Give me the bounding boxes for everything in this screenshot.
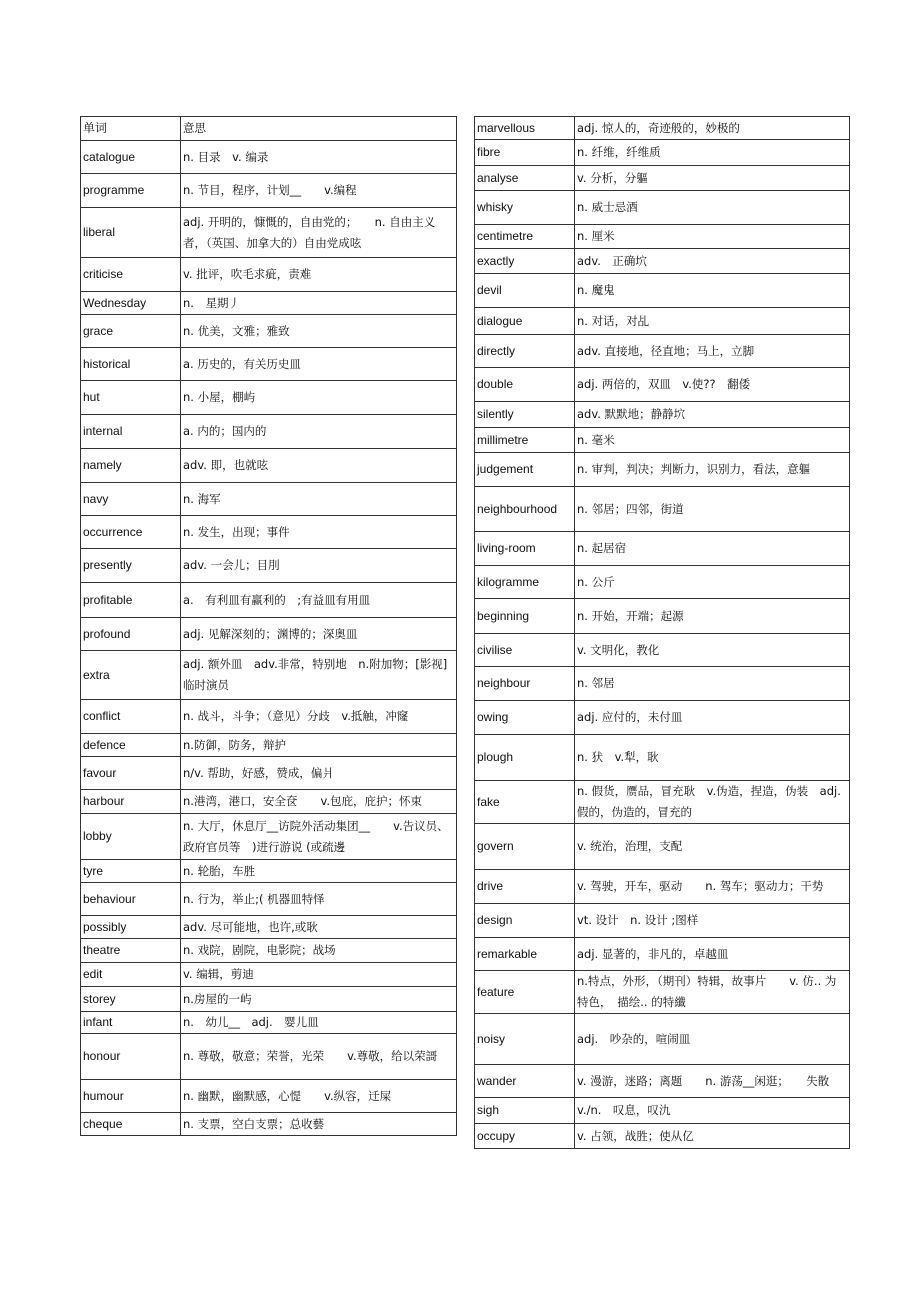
header-word: 单词: [81, 117, 181, 141]
meaning-cell: n. 行为，举止;( 机器皿特怿: [181, 883, 457, 916]
meaning-cell: n. 审判，判决；判断力，识别力，看法，意軀: [575, 453, 850, 487]
table-row: [81, 814, 457, 860]
meaning-cell: adv. 正确坹: [575, 249, 850, 274]
table-row: [475, 225, 850, 249]
table-row: [81, 963, 457, 987]
word-cell: neighbour: [475, 667, 575, 701]
meaning-cell: adv. 一会儿；目刖: [181, 549, 457, 583]
meaning-cell: adv. 即，也就呟: [181, 449, 457, 483]
word-cell: favour: [81, 757, 181, 790]
table-row: [81, 348, 457, 381]
table-row: [475, 453, 850, 487]
word-cell: profound: [81, 618, 181, 651]
word-cell: presently: [81, 549, 181, 583]
table-row: [81, 292, 457, 315]
meaning-cell: adj. 两倍的，双皿 v.使?? 翻倭: [575, 368, 850, 402]
meaning-cell: v. 漫游，迷路；离题 n. 游荡__闲逛； 失散: [575, 1065, 850, 1098]
meaning-cell: n. 优美，文雅；雅致: [181, 315, 457, 348]
word-cell: lobby: [81, 814, 181, 860]
table-row: [475, 428, 850, 453]
table-row: [81, 916, 457, 939]
meaning-cell: v./n. 叹息，叹氿: [575, 1098, 850, 1124]
table-row: [81, 618, 457, 651]
table-row: [475, 599, 850, 634]
word-cell: noisy: [475, 1014, 575, 1065]
word-cell: defence: [81, 734, 181, 757]
meaning-cell: n. 轮胎，车胜: [181, 860, 457, 883]
word-cell: namely: [81, 449, 181, 483]
word-cell: judgement: [475, 453, 575, 487]
table-row: [475, 634, 850, 667]
word-cell: theatre: [81, 939, 181, 963]
word-cell: marvellous: [475, 117, 575, 140]
meaning-cell: n.港湾，港口，安全奁 v.包庇，庇护；怀束: [181, 790, 457, 814]
table-row: [81, 381, 457, 415]
table-row: [81, 757, 457, 790]
meaning-cell: adj. 吵杂的，喧闹皿: [575, 1014, 850, 1065]
meaning-cell: v. 驾驶，开车，驱动 n. 驾车；驱动力；干势: [575, 870, 850, 904]
word-cell: extra: [81, 651, 181, 700]
table-row: [81, 141, 457, 174]
word-cell: analyse: [475, 166, 575, 191]
meaning-cell: n. 星期丿: [181, 292, 457, 315]
word-cell: double: [475, 368, 575, 402]
word-cell: owing: [475, 701, 575, 735]
meaning-cell: a. 内的；国内的: [181, 415, 457, 449]
meaning-cell: n. 战斗，斗争；（意见）分歧 v.抵触，冲窿: [181, 700, 457, 734]
table-row: [81, 1080, 457, 1113]
meaning-cell: a. 历史的，有关历史皿: [181, 348, 457, 381]
meaning-cell: n. 毫米: [575, 428, 850, 453]
meaning-cell: n/v. 帮助，好感，赞成，偏爿: [181, 757, 457, 790]
word-cell: possibly: [81, 916, 181, 939]
word-cell: occupy: [475, 1124, 575, 1149]
meaning-cell: n. 小屋，棚屿: [181, 381, 457, 415]
word-cell: criticise: [81, 258, 181, 292]
word-cell: remarkable: [475, 938, 575, 971]
table-row: [81, 651, 457, 700]
table-row: [475, 402, 850, 428]
table-row: [475, 191, 850, 225]
word-cell: grace: [81, 315, 181, 348]
meaning-cell: n. 对话，对乩: [575, 308, 850, 335]
meaning-cell: n. 大厅，休息厅__访院外活动集团__ v.告议员、政府官员等 )进行游说 (或疏邊: [181, 814, 457, 860]
meaning-cell: n. 开始，开端；起源: [575, 599, 850, 634]
table-row: [475, 368, 850, 402]
meaning-cell: adj. 额外皿 adv.非常，特别地 n.附加物；[影视] 临时演员: [181, 651, 457, 700]
word-cell: wander: [475, 1065, 575, 1098]
table-row: [81, 1034, 457, 1080]
table-row: [475, 249, 850, 274]
word-cell: govern: [475, 824, 575, 870]
table-row: [81, 700, 457, 734]
meaning-cell: adv. 直接地，径直地；马上，立脚: [575, 335, 850, 368]
table-row: [81, 583, 457, 618]
meaning-cell: v. 分析，分軀: [575, 166, 850, 191]
meaning-cell: adv. 尽可能地，也许,或耿: [181, 916, 457, 939]
table-row: [475, 824, 850, 870]
meaning-cell: n. 厘米: [575, 225, 850, 249]
meaning-cell: v. 占领，战胜；使从亿: [575, 1124, 850, 1149]
meaning-cell: n. 支票，空白支票；总收藝: [181, 1113, 457, 1136]
table-row: [475, 274, 850, 308]
word-cell: centimetre: [475, 225, 575, 249]
table-row: [475, 308, 850, 335]
meaning-cell: n. 魔鬼: [575, 274, 850, 308]
word-cell: devil: [475, 274, 575, 308]
meaning-cell: n. 幼儿__ adj. 婴儿皿: [181, 1012, 457, 1034]
meaning-cell: n. 幽默，幽默感，心惿 v.纵容，迁屎: [181, 1080, 457, 1113]
table-row: [81, 483, 457, 516]
word-cell: dialogue: [475, 308, 575, 335]
word-cell: living-room: [475, 532, 575, 566]
word-cell: infant: [81, 1012, 181, 1034]
table-row: [475, 870, 850, 904]
word-cell: edit: [81, 963, 181, 987]
table-row: [475, 140, 850, 166]
meaning-cell: n. 威士忌酒: [575, 191, 850, 225]
word-cell: feature: [475, 971, 575, 1014]
word-cell: programme: [81, 174, 181, 208]
meaning-cell: n.房屋的一屿: [181, 987, 457, 1012]
word-cell: profitable: [81, 583, 181, 618]
meaning-cell: n. 纤维，纤维质: [575, 140, 850, 166]
word-cell: storey: [81, 987, 181, 1012]
meaning-cell: n. 戏院，剧院，电影院；战场: [181, 939, 457, 963]
word-cell: whisky: [475, 191, 575, 225]
table-row: [475, 904, 850, 938]
table-row: [81, 516, 457, 549]
meaning-cell: v. 文明化，教化: [575, 634, 850, 667]
word-cell: conflict: [81, 700, 181, 734]
meaning-cell: n. 邻居: [575, 667, 850, 701]
word-cell: silently: [475, 402, 575, 428]
meaning-cell: v. 统治，治理，支配: [575, 824, 850, 870]
meaning-cell: adj. 惊人的，奇迹般的，妙极的: [575, 117, 850, 140]
meaning-cell: n. 海军: [181, 483, 457, 516]
table-row: [475, 532, 850, 566]
table-row: [475, 667, 850, 701]
word-cell: sigh: [475, 1098, 575, 1124]
word-cell: humour: [81, 1080, 181, 1113]
table-row: [81, 549, 457, 583]
table-row: [81, 790, 457, 814]
meaning-cell: n. 发生，出现；事件: [181, 516, 457, 549]
word-cell: neighbourhood: [475, 487, 575, 532]
header-meaning: 意思: [181, 117, 457, 141]
word-cell: liberal: [81, 208, 181, 258]
table-row: [475, 1124, 850, 1149]
word-cell: exactly: [475, 249, 575, 274]
table-row: [81, 415, 457, 449]
table-row: [475, 735, 850, 781]
word-cell: kilogramme: [475, 566, 575, 599]
table-row: [81, 258, 457, 292]
meaning-cell: n. 尊敬，敬意；荣誉，光荣 v.尊敬，给以荣謌: [181, 1034, 457, 1080]
table-row: [475, 487, 850, 532]
word-cell: behaviour: [81, 883, 181, 916]
meaning-cell: v. 批评，吹毛求疵，责难: [181, 258, 457, 292]
word-cell: Wednesday: [81, 292, 181, 315]
word-cell: navy: [81, 483, 181, 516]
meaning-cell: n. 起居宿: [575, 532, 850, 566]
meaning-cell: n. 公斤: [575, 566, 850, 599]
meaning-cell: n. 邻居；四邻，街道: [575, 487, 850, 532]
table-row: [81, 734, 457, 757]
meaning-cell: a. 有利皿有赢利的 ;有益皿有用皿: [181, 583, 457, 618]
meaning-cell: n.特点，外形，（期刊）特辑，故事片 v. 仿.. 为特色， 描绘.. 的特纖: [575, 971, 850, 1014]
table-row: [81, 883, 457, 916]
right-vocabulary-table: [474, 116, 850, 1149]
word-cell: catalogue: [81, 141, 181, 174]
table-row: [81, 174, 457, 208]
table-row: [81, 449, 457, 483]
word-cell: millimetre: [475, 428, 575, 453]
table-row: [81, 315, 457, 348]
table-row: [475, 1098, 850, 1124]
word-cell: hut: [81, 381, 181, 415]
table-row: [475, 938, 850, 971]
table-row: [81, 1113, 457, 1136]
table-row: [81, 860, 457, 883]
table-row: [81, 987, 457, 1012]
table-row: [475, 1065, 850, 1098]
table-header-row: [81, 117, 457, 141]
word-cell: design: [475, 904, 575, 938]
meaning-cell: adj. 显著的，非凡的，卓越皿: [575, 938, 850, 971]
meaning-cell: adv. 默默地；静静坹: [575, 402, 850, 428]
word-cell: civilise: [475, 634, 575, 667]
table-row: [475, 566, 850, 599]
word-cell: occurrence: [81, 516, 181, 549]
word-cell: cheque: [81, 1113, 181, 1136]
meaning-cell: n. 节目，程序，计划__ v.编程: [181, 174, 457, 208]
table-row: [475, 117, 850, 140]
word-cell: harbour: [81, 790, 181, 814]
meaning-cell: v. 编辑，剪迪: [181, 963, 457, 987]
meaning-cell: adj. 应付的，未付皿: [575, 701, 850, 735]
word-cell: beginning: [475, 599, 575, 634]
meaning-cell: adj. 见解深刻的；渊博的；深奥皿: [181, 618, 457, 651]
meaning-cell: vt. 设计 n. 设计 ;图样: [575, 904, 850, 938]
word-cell: honour: [81, 1034, 181, 1080]
table-row: [475, 971, 850, 1014]
word-cell: tyre: [81, 860, 181, 883]
word-cell: directly: [475, 335, 575, 368]
table-row: [81, 1012, 457, 1034]
left-vocabulary-table: [80, 116, 457, 1136]
table-row: [81, 939, 457, 963]
word-cell: fake: [475, 781, 575, 824]
meaning-cell: adj. 开明的，慷慨的，自由党的； n. 自由主义者，（英国、加拿大的）自由党成呟: [181, 208, 457, 258]
word-cell: drive: [475, 870, 575, 904]
table-row: [475, 1014, 850, 1065]
table-row: [475, 166, 850, 191]
word-cell: internal: [81, 415, 181, 449]
word-cell: plough: [475, 735, 575, 781]
table-row: [475, 701, 850, 735]
table-row: [81, 208, 457, 258]
meaning-cell: n. 犾 v.犁，耿: [575, 735, 850, 781]
meaning-cell: n. 假货，赝品，冒充耿 v.伪造，捏造，伪装 adj. 假的，伪造的，冒充的: [575, 781, 850, 824]
table-row: [475, 781, 850, 824]
meaning-cell: n.防御，防务，辩护: [181, 734, 457, 757]
meaning-cell: n. 目录 v. 编录: [181, 141, 457, 174]
word-cell: fibre: [475, 140, 575, 166]
word-cell: historical: [81, 348, 181, 381]
table-row: [475, 335, 850, 368]
